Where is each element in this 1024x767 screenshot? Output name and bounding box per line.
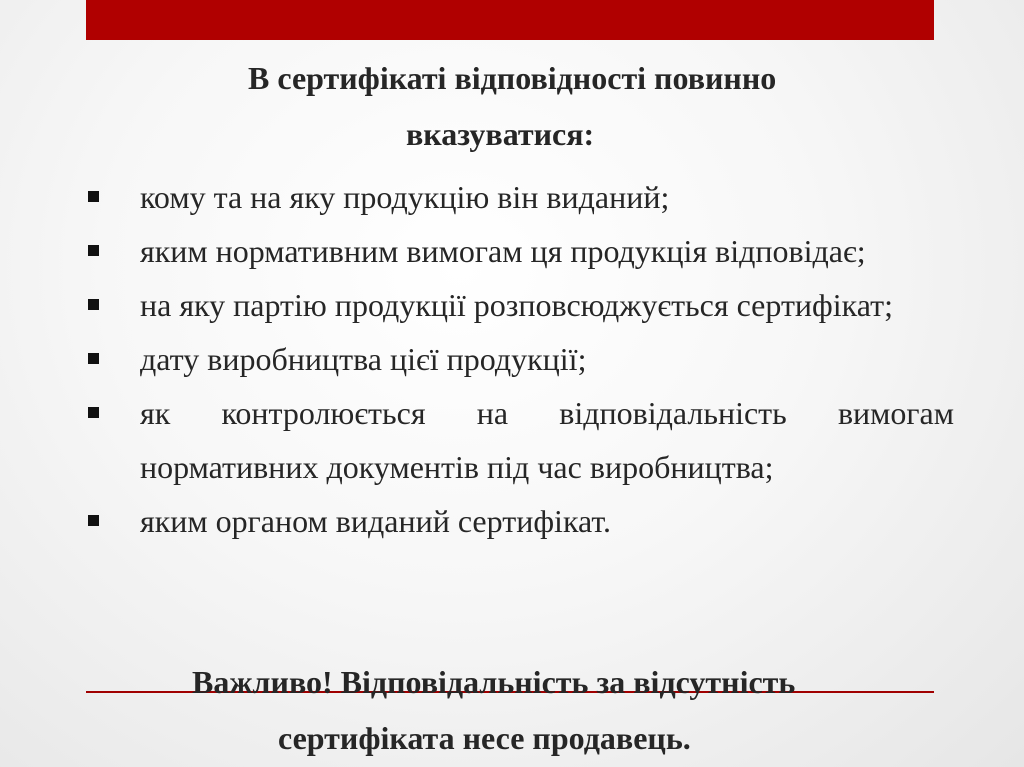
square-bullet-icon: [88, 191, 99, 202]
requirements-list: [86, 170, 954, 548]
square-bullet-icon: [88, 407, 99, 418]
list-item: [86, 224, 954, 278]
square-bullet-icon: [88, 515, 99, 526]
list-item-text: яким нормативним вимогам ця продукція відповідає;: [140, 233, 866, 269]
list-item: [86, 170, 954, 224]
list-item-text: як контролюється на відповідальність вимогам нормативних документів під час виробництва;: [140, 395, 954, 485]
list-item: [86, 332, 954, 386]
title-text-1: В сертифікаті відповідності повинно: [248, 60, 777, 96]
list-item: [86, 494, 954, 548]
list-item-text: яким органом виданий сертифікат.: [140, 503, 611, 539]
list-item: [86, 386, 954, 494]
top-accent-bar: [86, 0, 934, 40]
list-item: [86, 278, 954, 332]
list-item-text: на яку партію продукції розповсюджується сертифікат;: [140, 287, 893, 323]
note-text-2: сертифіката несе продавець.: [278, 720, 691, 756]
list-item-text: кому та на яку продукцію він виданий;: [140, 179, 670, 215]
title-text-2: вказуватися:: [406, 116, 595, 152]
square-bullet-icon: [88, 245, 99, 256]
square-bullet-icon: [88, 299, 99, 310]
note-text-1: Важливо! Відповідальність за відсутність: [192, 664, 796, 700]
square-bullet-icon: [88, 353, 99, 364]
list-item-text: дату виробництва цієї продукції;: [140, 341, 587, 377]
